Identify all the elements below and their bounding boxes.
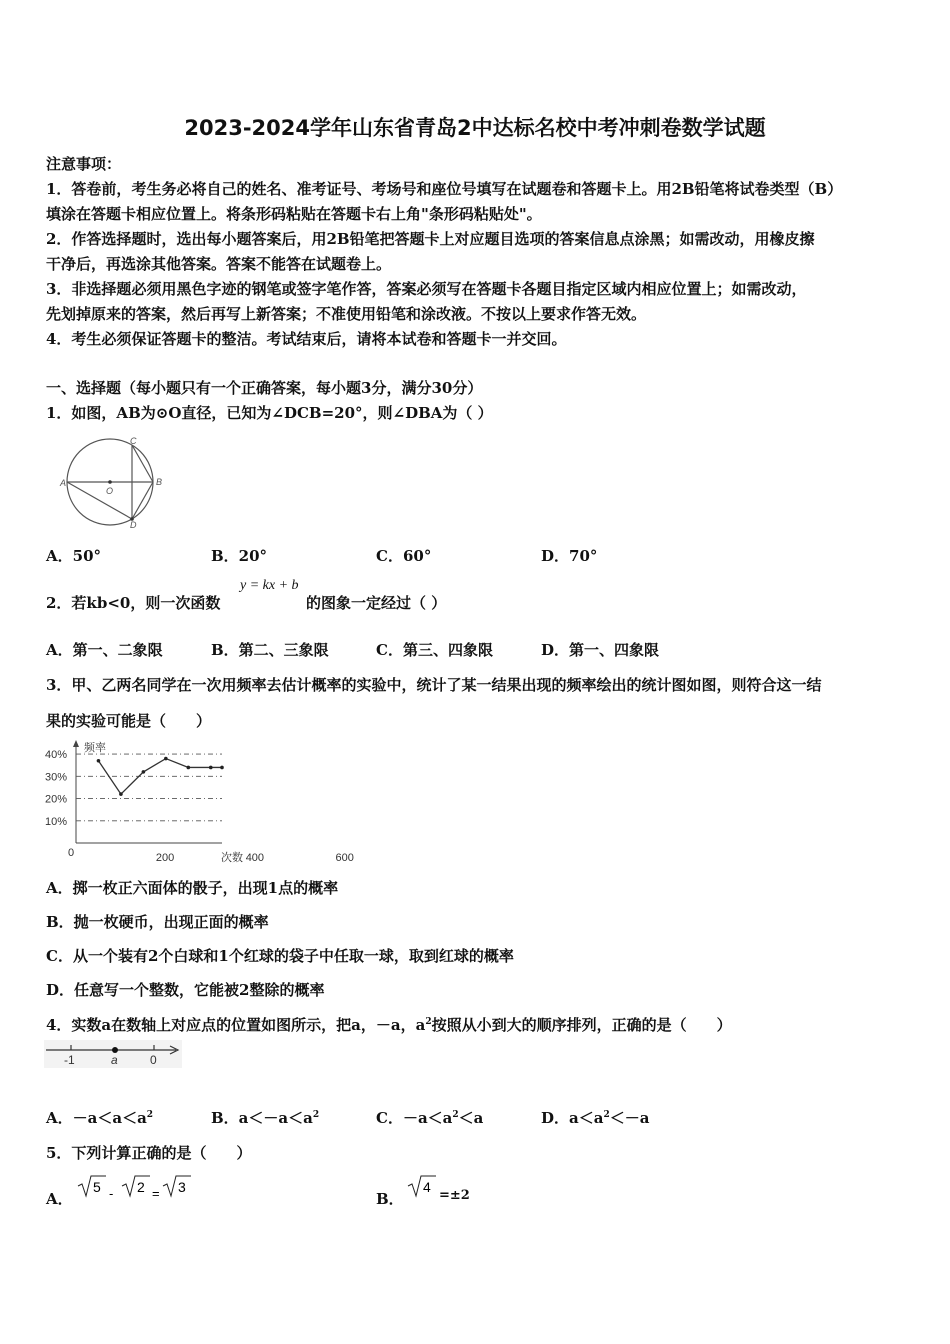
q1-option-d: D．70° — [541, 547, 598, 565]
label-a: A — [60, 478, 67, 488]
gridlines — [76, 754, 222, 821]
q5-option-b-label: B． — [376, 1190, 404, 1208]
q4-option-a — [46, 1107, 153, 1128]
option-sup: 2 — [146, 1110, 154, 1120]
q2-option-a: A．第一、二象限 — [46, 641, 163, 659]
q4-option-c — [376, 1107, 483, 1128]
option-text: ＜－a — [609, 1109, 650, 1127]
label-c: C — [130, 436, 137, 446]
radical-sign — [78, 1176, 106, 1196]
x-tick-labels — [156, 852, 354, 864]
label-zero: 0 — [150, 1053, 157, 1067]
origin-label: 0 — [68, 847, 75, 859]
q2-option-b: B．第二、三象限 — [211, 641, 329, 659]
data-point — [220, 766, 224, 770]
option-sup: 2 — [603, 1110, 610, 1120]
notice-line: 先划掉原来的答案，然后再写上新答案；不准使用铅笔和涂改液。不按以上要求作答无效。 — [46, 305, 647, 323]
q2-stem-end: 的图象一定经过（ ） — [306, 594, 447, 612]
q4-option-d — [541, 1107, 649, 1128]
x-tick-label: 400 — [245, 852, 265, 864]
q4-stem-start: 4．实数a在数轴上对应点的位置如图所示，把a，－a，a — [46, 1016, 426, 1034]
y-axis-arrow — [73, 740, 79, 747]
radical-sign — [408, 1176, 436, 1196]
data-point — [97, 759, 101, 763]
q5-option-b-radical — [406, 1172, 438, 1202]
x-tick-label: 600 — [335, 852, 354, 864]
q2-option-d: D．第一、四象限 — [541, 641, 660, 659]
option-text: D．a＜a — [541, 1109, 604, 1127]
q2-formula: y = kx + b — [240, 578, 299, 593]
q3-option-d: D．任意写一个整数，它能被2整除的概率 — [46, 981, 325, 999]
q3-option-b: B．抛一枚硬币，出现正面的概率 — [46, 913, 269, 931]
q3-stem-line1: 3．甲、乙两名同学在一次用频率去估计概率的实验中，统计了某一结果出现的频率绘出的统计图如图，则符合这一结 — [46, 676, 822, 694]
q1-stem: 1．如图，AB为⊙O直径，已知为∠DCB=20°，则∠DBA为（ ） — [46, 404, 493, 422]
notice-line: 2．作答选择题时，选出每小题答案后，用2B铅笔把答题卡上对应题目选项的答案信息点涂黑；如需改动，用橡皮擦 — [46, 230, 815, 248]
q3-frequency-chart — [44, 738, 354, 868]
q5-option-b-tail: =±2 — [439, 1188, 470, 1203]
q2-option-c: C．第三、四象限 — [376, 641, 493, 659]
label-neg-one: -1 — [64, 1053, 75, 1067]
q5-option-a-expression — [76, 1172, 196, 1202]
page-title: 2023-2024学年山东省青岛2中达标名校中考冲刺卷数学试题 — [184, 116, 766, 140]
section-heading: 一、选择题（每小题只有一个正确答案，每小题3分，满分30分） — [46, 379, 483, 397]
q4-stem — [46, 1014, 732, 1035]
option-text: B．a＜－a＜a — [211, 1109, 313, 1127]
q4-stem-sup: 2 — [425, 1017, 432, 1027]
data-point — [209, 766, 213, 770]
notice-heading: 注意事项： — [46, 155, 122, 173]
notice-line: 干净后，再选涂其他答案。答案不能答在试题卷上。 — [46, 255, 392, 273]
y-tick-label: 40% — [45, 749, 68, 762]
q1-option-b: B．20° — [211, 547, 268, 565]
notice-line: 4．考生必须保证答题卡的整洁。考试结束后，请将本试卷和答题卡一并交回。 — [46, 330, 567, 348]
radical-sign — [163, 1176, 191, 1196]
q3-option-a: A．掷一枚正六面体的骰子，出现1点的概率 — [46, 879, 339, 897]
option-text: C．－a＜a — [376, 1109, 453, 1127]
label-b: B — [156, 477, 163, 487]
q3-stem-line2: 果的实验可能是（ ） — [46, 712, 212, 730]
y-tick-label: 20% — [45, 793, 68, 806]
q3-option-c: C．从一个装有2个白球和1个红球的袋子中任取一球，取到红球的概率 — [46, 947, 514, 965]
q4-stem-end: 按照从小到大的顺序排列，正确的是（ ） — [431, 1016, 732, 1034]
equals-sign: = — [152, 1186, 160, 1201]
label-d: D — [130, 520, 137, 530]
radical-sign — [122, 1176, 150, 1196]
y-tick-label: 30% — [45, 771, 68, 784]
q1-circle-figure — [60, 436, 170, 528]
minus-sign: - — [109, 1186, 114, 1201]
notice-line: 3．非选择题必须用黑色字迹的钢笔或签字笔作答，答案必须写在答题卡各题目指定区域内相应位置上；如需改动， — [46, 280, 807, 298]
q2-stem-start: 2．若kb<0，则一次函数 — [46, 594, 221, 612]
option-sup: 2 — [312, 1110, 320, 1120]
radicand: 3 — [178, 1179, 186, 1195]
q4-option-b — [211, 1107, 319, 1128]
q5-stem: 5．下列计算正确的是（ ） — [46, 1144, 252, 1162]
label-o: O — [106, 486, 114, 496]
y-tick-label: 10% — [45, 815, 68, 828]
q1-option-c: C．60° — [376, 547, 432, 565]
y-axis-label: 频率 — [84, 742, 106, 754]
data-point — [142, 770, 146, 774]
chord-ad — [67, 482, 132, 519]
x-axis-label: 次数 — [221, 852, 243, 864]
notice-line: 1．答卷前，考生务必将自己的姓名、准考证号、考场号和座位号填写在试题卷和答题卡上。用2B铅笔将试卷类型（B） — [46, 180, 843, 198]
label-a: a — [111, 1053, 118, 1067]
option-sup: 2 — [452, 1110, 459, 1120]
radicand: 4 — [423, 1179, 431, 1195]
q1-option-a: A．50° — [46, 547, 102, 565]
q5-option-a-label: A． — [46, 1190, 73, 1208]
option-text: A．－a＜a＜a — [46, 1109, 147, 1127]
chord-cb — [132, 445, 153, 482]
radicand: 2 — [137, 1179, 145, 1195]
data-point — [164, 757, 168, 761]
y-tick-labels — [45, 749, 67, 828]
x-tick-label: 200 — [155, 852, 175, 864]
radicand: 5 — [93, 1179, 101, 1195]
q4-number-line — [44, 1040, 184, 1070]
chord-db — [132, 482, 153, 519]
notice-line: 填涂在答题卡相应位置上。将条形码粘贴在答题卡右上角"条形码粘贴处"。 — [46, 205, 542, 223]
center-point — [108, 480, 112, 484]
data-point — [119, 792, 123, 796]
data-point — [187, 766, 191, 770]
option-text: ＜a — [458, 1109, 484, 1127]
